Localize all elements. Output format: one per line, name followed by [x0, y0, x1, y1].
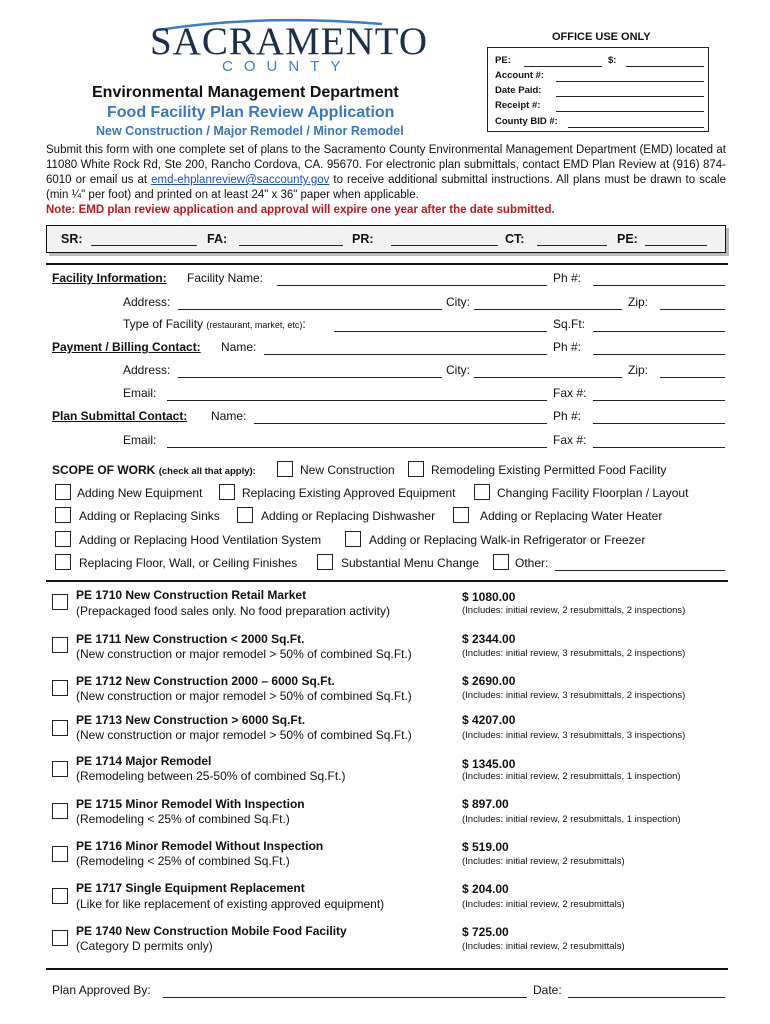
- fee-pe1715-amount: $ 897.00: [462, 797, 509, 811]
- fee-pe1740-amount: $ 725.00: [462, 925, 509, 939]
- scope-dishwasher-checkbox[interactable]: [237, 507, 253, 523]
- fee-pe1716-amount: $ 519.00: [462, 840, 509, 854]
- expiration-note: Note: EMD plan review application and approval will expire one year after the date submitted.: [46, 204, 555, 216]
- office-dollar-field[interactable]: [626, 66, 704, 67]
- plan-name-label: Name:: [211, 409, 247, 423]
- facility-name-label: Facility Name:: [187, 271, 264, 285]
- sr-label: SR:: [61, 232, 83, 246]
- facility-sqft-label: Sq.Ft:: [553, 317, 586, 331]
- payment-email-field[interactable]: [167, 400, 547, 401]
- facility-type-hint: (restaurant, market, etc): [206, 320, 303, 330]
- facility-city-field[interactable]: [474, 309, 622, 310]
- scope-water-heater-checkbox[interactable]: [453, 507, 469, 523]
- payment-name-field[interactable]: [264, 354, 547, 355]
- scope-menu-change-checkbox[interactable]: [317, 554, 333, 570]
- sr-field[interactable]: [91, 245, 197, 246]
- fee-pe1717-checkbox[interactable]: [52, 888, 68, 904]
- approval-date-field[interactable]: [568, 997, 725, 998]
- fee-pe1740-title: PE 1740 New Construction Mobile Food Facility: [76, 924, 347, 938]
- scope-hood-checkbox[interactable]: [55, 531, 71, 547]
- divider: [46, 968, 728, 970]
- emd-email-link[interactable]: emd-ehplanreview@saccounty.gov: [151, 174, 330, 186]
- fee-pe1715-checkbox[interactable]: [52, 803, 68, 819]
- plan-contact-heading: Plan Submittal Contact:: [52, 409, 188, 423]
- office-date-paid-field[interactable]: [556, 96, 704, 97]
- fee-pe1716-title: PE 1716 Minor Remodel Without Inspection: [76, 839, 324, 853]
- scope-new-construction-label: New Construction: [300, 463, 395, 477]
- fee-pe1714-checkbox[interactable]: [52, 761, 68, 777]
- scope-menu-change-label: Substantial Menu Change: [341, 556, 480, 570]
- facility-type-text: Type of Facility: [123, 317, 204, 331]
- fee-pe1716-checkbox[interactable]: [52, 846, 68, 862]
- scope-floorplan-checkbox[interactable]: [474, 484, 490, 500]
- scope-finishes-checkbox[interactable]: [55, 554, 71, 570]
- office-pe-field[interactable]: [524, 66, 602, 67]
- office-account-field[interactable]: [556, 81, 704, 82]
- county-logo-sub: COUNTY: [222, 58, 352, 75]
- fee-pe1713-checkbox[interactable]: [52, 720, 68, 736]
- payment-ph-field[interactable]: [593, 354, 725, 355]
- office-receipt-label: Receipt #:: [495, 100, 541, 111]
- scope-label: SCOPE OF WORK: [52, 463, 156, 477]
- divider: [46, 580, 728, 582]
- payment-zip-label: Zip:: [628, 363, 649, 377]
- ct-field[interactable]: [537, 245, 607, 246]
- page-subtitle: New Construction / Major Remodel / Minor Remodel: [96, 124, 404, 138]
- fee-pe1712-title: PE 1712 New Construction 2000 – 6000 Sq.Ft.: [76, 674, 335, 688]
- ct-label: CT:: [505, 232, 525, 246]
- facility-name-field[interactable]: [277, 285, 547, 286]
- fee-pe1714-amount: $ 1345.00: [462, 757, 516, 771]
- scope-replacing-equipment-checkbox[interactable]: [219, 484, 235, 500]
- pe-code-field[interactable]: [645, 245, 707, 246]
- payment-fax-label: Fax #:: [553, 386, 587, 400]
- scope-hood-label: Adding or Replacing Hood Ventilation System: [79, 533, 322, 547]
- plan-fax-field[interactable]: [593, 447, 725, 448]
- fee-pe1715-includes: (Includes: initial review, 2 resubmittals, 1 inspection): [462, 814, 681, 825]
- payment-address-field[interactable]: [178, 377, 442, 378]
- scope-other-label: Other:: [515, 556, 549, 570]
- payment-ph-label: Ph #:: [553, 340, 582, 354]
- pr-field[interactable]: [391, 245, 498, 246]
- scope-walkin-checkbox[interactable]: [345, 531, 361, 547]
- scope-remodeling-checkbox[interactable]: [408, 461, 424, 477]
- payment-contact-heading: Payment / Billing Contact:: [52, 340, 201, 354]
- fee-pe1715-title: PE 1715 Minor Remodel With Inspection: [76, 797, 305, 811]
- scope-hint: (check all that apply):: [158, 466, 256, 477]
- payment-fax-field[interactable]: [593, 400, 725, 401]
- facility-type-label: Type of Facility (restaurant, market, etc):: [123, 317, 306, 331]
- facility-sqft-field[interactable]: [593, 331, 725, 332]
- fee-pe1713-title: PE 1713 New Construction > 6000 Sq.Ft.: [76, 713, 306, 727]
- scope-other-checkbox[interactable]: [493, 554, 509, 570]
- fee-pe1711-desc: (New construction or major remodel > 50% of combined Sq.Ft.): [76, 647, 412, 661]
- intro-paragraph: [46, 143, 726, 218]
- fee-pe1740-checkbox[interactable]: [52, 930, 68, 946]
- department-name: Environmental Management Department: [92, 84, 399, 101]
- facility-address-field[interactable]: [178, 309, 442, 310]
- fee-pe1716-includes: (Includes: initial review, 2 resubmittals): [462, 856, 625, 867]
- fee-pe1717-title: PE 1717 Single Equipment Replacement: [76, 881, 305, 895]
- office-date-paid-label: Date Paid:: [495, 85, 542, 96]
- office-county-bid-field[interactable]: [568, 127, 704, 128]
- fee-pe1717-includes: (Includes: initial review, 2 resubmittals): [462, 899, 625, 910]
- fee-pe1712-desc: (New construction or major remodel > 50% of combined Sq.Ft.): [76, 689, 412, 703]
- pr-label: PR:: [352, 232, 374, 246]
- scope-walkin-label: Adding or Replacing Walk-in Refrigerator or Freezer: [369, 533, 646, 547]
- scope-new-construction-checkbox[interactable]: [277, 461, 293, 477]
- fee-pe1712-amount: $ 2690.00: [462, 674, 516, 688]
- fee-pe1713-includes: (Includes: initial review, 3 resubmittals, 3 inspections): [462, 730, 686, 741]
- scope-adding-equipment-label: Adding New Equipment: [77, 486, 203, 500]
- fee-pe1715-desc: (Remodeling < 25% of combined Sq.Ft.): [76, 812, 290, 826]
- fa-field[interactable]: [239, 245, 343, 246]
- fee-pe1713-desc: (New construction or major remodel > 50% of combined Sq.Ft.): [76, 728, 412, 742]
- scope-replacing-equipment-label: Replacing Existing Approved Equipment: [242, 486, 456, 500]
- facility-type-field[interactable]: [334, 331, 547, 332]
- approval-date-label: Date:: [533, 983, 562, 997]
- plan-fax-label: Fax #:: [553, 433, 587, 447]
- intro-text-2: to receive additional submittal instructions. All plans must be drawn to scale (min ¼" per foot) and printed on at least 24" x 36" paper when applicable.: [46, 174, 726, 201]
- office-use-title: OFFICE USE ONLY: [552, 31, 651, 43]
- fee-pe1711-includes: (Includes: initial review, 3 resubmittals, 2 inspections): [462, 648, 686, 659]
- payment-address-label: Address:: [123, 363, 171, 377]
- payment-city-field[interactable]: [474, 377, 622, 378]
- office-county-bid-label: County BID #:: [495, 116, 558, 127]
- fee-pe1710-amount: $ 1080.00: [462, 590, 516, 604]
- intro-text-1: Submit this form with one complete set of plans to the Sacramento County Environmental Management Department (EMD) located at 11080 White Rock Rd, Ste 200, Rancho Cordova, CA. 95670. For electronic plan submittals, contact EMD Plan Review at (916) 874-6010 or email us at: [46, 144, 726, 186]
- fee-pe1710-desc: (Prepackaged food sales only. No food preparation activity): [76, 604, 390, 618]
- scope-sinks-label: Adding or Replacing Sinks: [79, 509, 220, 523]
- fee-pe1714-desc: (Remodeling between 25-50% of combined Sq.Ft.): [76, 769, 346, 783]
- plan-email-field[interactable]: [167, 447, 547, 448]
- facility-city-label: City:: [446, 295, 470, 309]
- fee-pe1711-amount: $ 2344.00: [462, 632, 516, 646]
- plan-ph-label: Ph #:: [553, 409, 582, 423]
- scope-heading: [52, 463, 256, 477]
- office-account-label: Account #:: [495, 70, 545, 81]
- permit-code-box: [46, 225, 726, 253]
- scope-water-heater-label: Adding or Replacing Water Heater: [480, 509, 663, 523]
- office-dollar-label: $:: [608, 55, 617, 66]
- scope-finishes-label: Replacing Floor, Wall, or Ceiling Finishes: [79, 556, 298, 570]
- payment-city-label: City:: [446, 363, 470, 377]
- plan-ph-field[interactable]: [593, 423, 725, 424]
- fee-pe1711-checkbox[interactable]: [52, 637, 68, 653]
- fee-pe1714-includes: (Includes: initial review, 2 resubmittals, 1 inspection): [462, 771, 681, 782]
- plan-email-label: Email:: [123, 433, 157, 447]
- fee-pe1712-checkbox[interactable]: [52, 680, 68, 696]
- scope-floorplan-label: Changing Facility Floorplan / Layout: [497, 486, 689, 500]
- facility-zip-label: Zip:: [628, 295, 649, 309]
- fee-pe1712-includes: (Includes: initial review, 3 resubmittals, 2 inspections): [462, 690, 686, 701]
- scope-other-field[interactable]: [555, 570, 725, 571]
- scope-remodeling-label: Remodeling Existing Permitted Food Facility: [431, 463, 667, 477]
- payment-name-label: Name:: [221, 340, 257, 354]
- office-pe-label: PE:: [495, 55, 511, 66]
- scope-dishwasher-label: Adding or Replacing Dishwasher: [261, 509, 436, 523]
- pe-code-label: PE:: [617, 232, 638, 246]
- scope-sinks-checkbox[interactable]: [55, 507, 71, 523]
- fee-pe1711-title: PE 1711 New Construction < 2000 Sq.Ft.: [76, 632, 305, 646]
- scope-adding-equipment-checkbox[interactable]: [55, 484, 71, 500]
- fee-pe1710-title: PE 1710 New Construction Retail Market: [76, 588, 307, 602]
- facility-zip-field[interactable]: [660, 309, 725, 310]
- fee-pe1714-title: PE 1714 Major Remodel: [76, 754, 212, 768]
- fee-pe1740-desc: (Category D permits only): [76, 939, 213, 953]
- fee-pe1740-includes: (Includes: initial review, 2 resubmittals): [462, 941, 625, 952]
- page-title: Food Facility Plan Review Application: [107, 104, 395, 121]
- payment-email-label: Email:: [123, 386, 157, 400]
- office-use-box: [487, 47, 709, 132]
- fee-pe1717-desc: (Like for like replacement of existing approved equipment): [76, 897, 385, 911]
- plan-approved-by-label: Plan Approved By:: [52, 983, 151, 997]
- county-logo: SACRAMENTO: [150, 20, 428, 63]
- fee-pe1713-amount: $ 4207.00: [462, 713, 516, 727]
- facility-address-label: Address:: [123, 295, 171, 309]
- fa-label: FA:: [207, 232, 228, 246]
- fee-pe1710-includes: (Includes: initial review, 2 resubmittals, 2 inspections): [462, 605, 686, 616]
- facility-info-heading: Facility Information:: [52, 271, 167, 285]
- fee-pe1710-checkbox[interactable]: [52, 594, 68, 610]
- divider: [46, 263, 728, 265]
- facility-ph-label: Ph #:: [553, 271, 582, 285]
- facility-ph-field[interactable]: [593, 285, 725, 286]
- plan-approved-by-field[interactable]: [163, 997, 527, 998]
- fee-pe1717-amount: $ 204.00: [462, 882, 509, 896]
- plan-name-field[interactable]: [254, 423, 547, 424]
- fee-pe1716-desc: (Remodeling < 25% of combined Sq.Ft.): [76, 854, 290, 868]
- office-receipt-field[interactable]: [556, 111, 704, 112]
- payment-zip-field[interactable]: [660, 377, 725, 378]
